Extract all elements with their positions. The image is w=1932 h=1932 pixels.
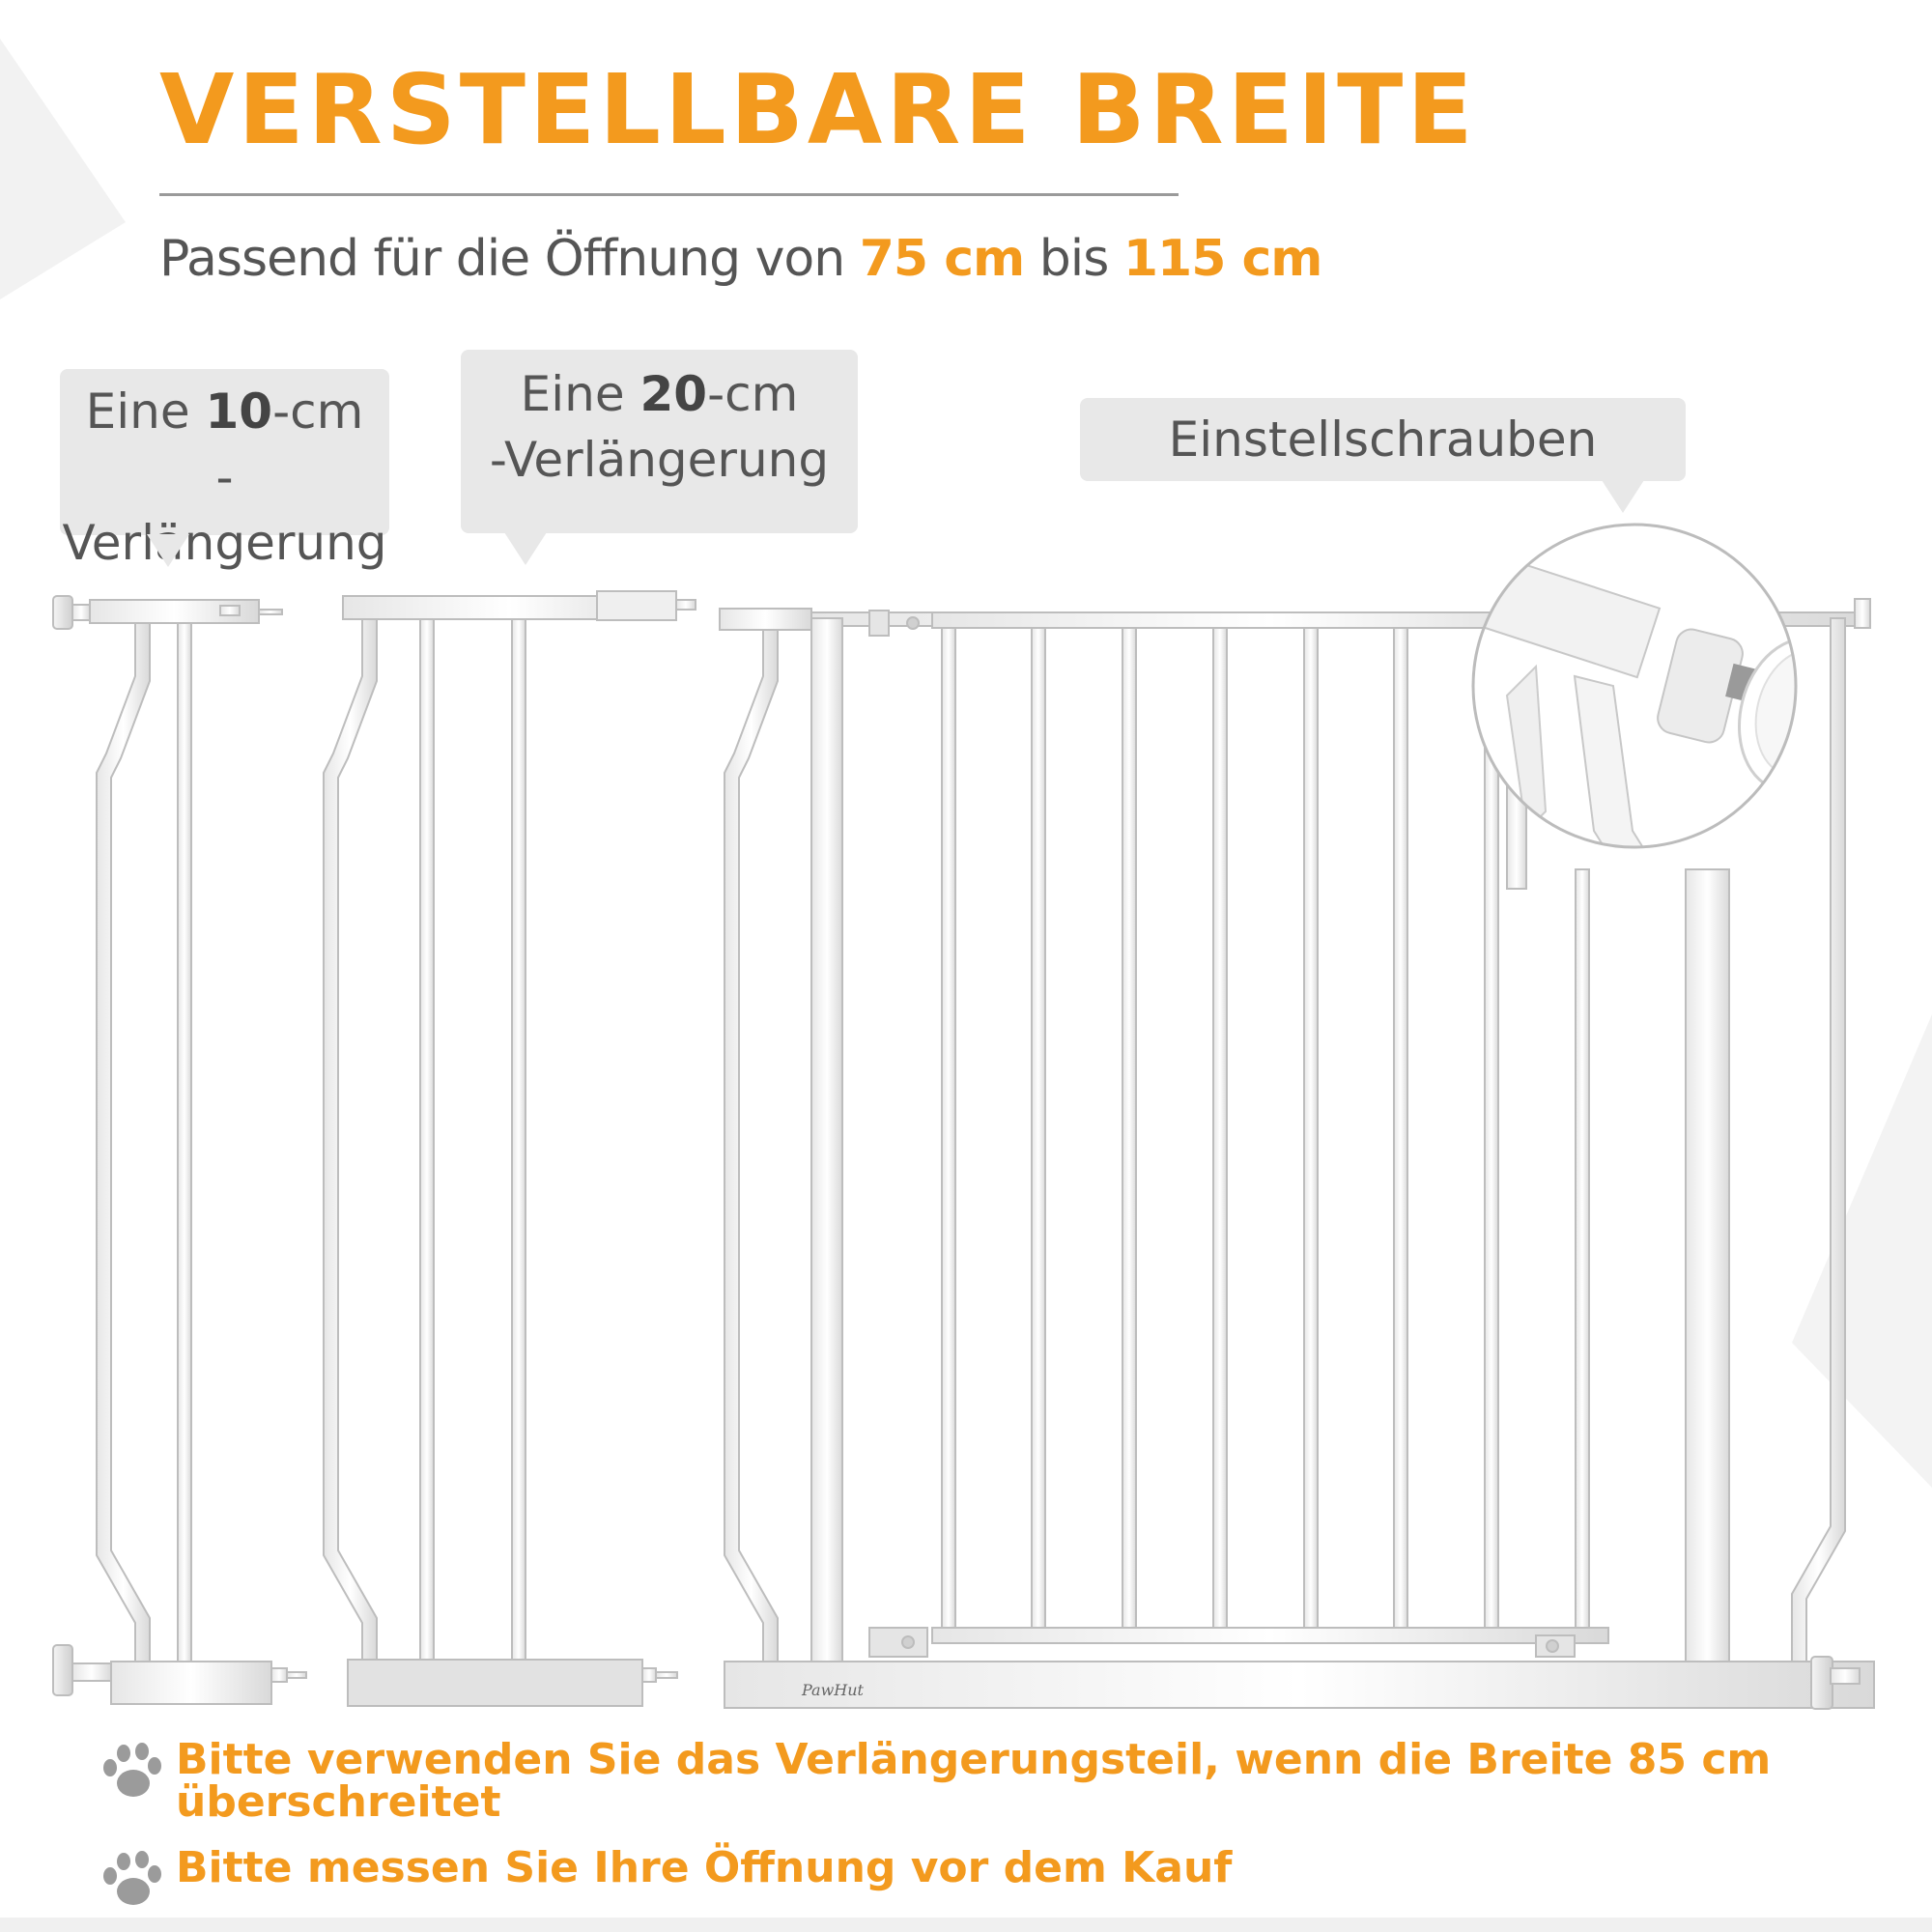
paw-icon xyxy=(97,1739,164,1803)
paw-icon xyxy=(97,1847,164,1911)
screw-zoom-circle xyxy=(1473,525,1870,908)
note-measure-hint xyxy=(97,1843,1818,1911)
note-text: Bitte messen Sie Ihre Öffnung vor dem Kauf xyxy=(176,1843,1233,1892)
callout-text: -cm xyxy=(707,366,799,422)
callout-number: 10 xyxy=(205,384,273,440)
note-extension-hint xyxy=(97,1735,1818,1827)
subtitle-middle: bis xyxy=(1024,230,1123,288)
callout-adjustment-screws: Einstellschrauben xyxy=(1080,398,1686,481)
callout-text: Eine xyxy=(520,366,640,422)
width-max: 115 cm xyxy=(1122,230,1322,288)
callout-number: 20 xyxy=(639,366,708,422)
extension-20cm xyxy=(324,591,696,1706)
callout-text: -Verlängerung xyxy=(62,449,387,571)
callout-text: -Verlängerung xyxy=(489,432,830,488)
callout-text: Eine xyxy=(85,384,206,440)
page-title: VERSTELLBARE BREITE xyxy=(159,53,1477,166)
note-text: Bitte verwenden Sie das Verlängerungsteil, wenn die Breite 85 cm überschreitet xyxy=(176,1735,1772,1827)
width-min: 75 cm xyxy=(859,230,1025,288)
callout-text: -cm xyxy=(272,384,364,440)
extension-10cm xyxy=(53,596,306,1704)
subtitle-prefix: Passend für die Öffnung von xyxy=(159,230,860,288)
brand-logo: PawHut xyxy=(802,1681,864,1699)
